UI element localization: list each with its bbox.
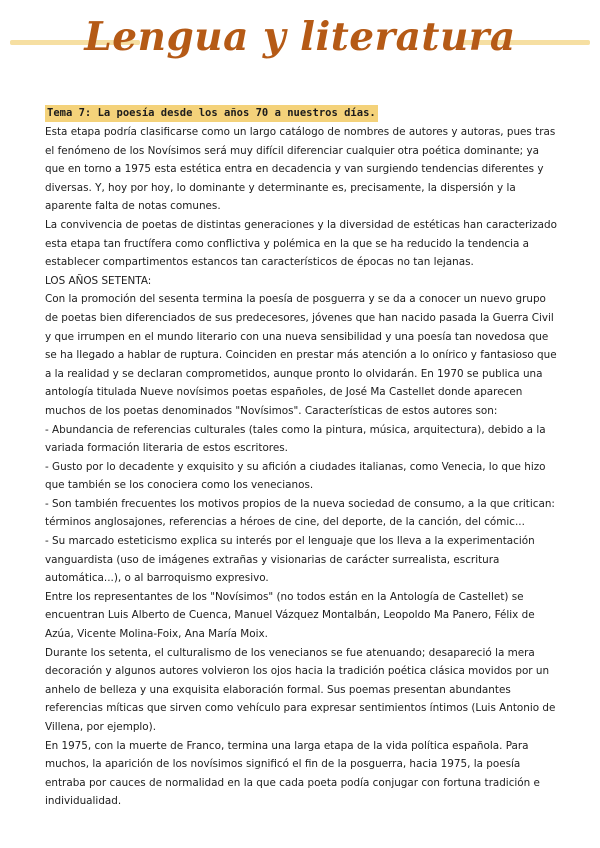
paragraph-intro: Esta etapa podría clasificarse como un largo catálogo de nombres de autores y autoras, pues tras el fenómeno de los Novísimos será muy difícil diferenciar cualquier otra poética dominante; ya que en torno a 1975 esta estética entra en decadencia y van surgiendo tendencias diferentes y diversas. Y, hoy por hoy, lo dominante y determinante es, precisamente, la dispersión y la aparente falta de notas comunes. xyxy=(45,126,556,213)
list-item-esteticismo: - Su marcado esteticismo explica su interés por el lenguaje que los lleva a la experimentación vanguardista (uso de imágenes extrañas y visionarias de carácter surrealista, escritura automática...), o al barroquismo expresivo. xyxy=(45,535,535,585)
topic-heading: Tema 7: La poesía desde los años 70 a nuestros días. xyxy=(45,105,378,122)
paragraph-culturalismo: Durante los setenta, el culturalismo de los venecianos se fue atenuando; desapareció la mera decoración y algunos autores volvieron los ojos hacia la tradición poética clásica movidos por un anhelo de belleza y una exquisita elaboración formal. Sus poemas presentan abundantes referencias míticas que sirven como vehículo para expresar sentimientos íntimos (Luis Antonio de Villena, por ejemplo). xyxy=(45,646,556,733)
page-title: Lengua y literatura xyxy=(84,14,516,60)
paragraph-1975: En 1975, con la muerte de Franco, termina una larga etapa de la vida política española. Para muchos, la aparición de los novísimos significó el fin de la posguerra, hacia 1975, la poesía entraba por cauces de normalidad en la que cada poeta podía conjugar con fortuna tradición e individualidad. xyxy=(45,739,540,808)
paragraph-promocion: Con la promoción del sesenta termina la poesía de posguerra y se da a conocer un nuevo grupo de poetas bien diferenciados de sus predecesores, jóvenes que han nacido pasada la Guerra Civil y que irrumpen en el mundo literario con una nueva sensibilidad y una poesía tan novedosa que se ha llegado a hablar de ruptura. Coinciden en prestar más atención a lo onírico y fantasioso que a la realidad y se declaran comprometidos, aunque pronto lo olvidarán. En 1970 se publica una antología titulada Nueve novísimos poetas españoles, de José Ma Castellet donde aparecen muchos de los poetas denominados "Novísimos". Características de estos autores son: xyxy=(45,293,557,417)
paragraph-convivencia: La convivencia de poetas de distintas generaciones y la diversidad de estéticas han caracterizado esta etapa tan fructífera como conflictiva y polémica en la que se ha reducido la tendencia a establecer compartimentos estancos tan característicos de épocas no tan lejanas. xyxy=(45,218,557,269)
page-header xyxy=(0,0,600,80)
section-heading-setenta: LOS AÑOS SETENTA: xyxy=(45,274,152,287)
list-item-referencias: - Abundancia de referencias culturales (tales como la pintura, música, arquitectura), debido a la variada formación literaria de estos escritores. xyxy=(45,423,546,455)
paragraph-representantes: Entre los representantes de los "Novísimos" (no todos están en la Antología de Castellet) se encuentran Luis Alberto de Cuenca, Manuel Vázquez Montalbán, Leopoldo Ma Panero, Félix de Azúa, Vicente Molina-Foix, Ana María Moix. xyxy=(45,590,535,641)
document-body xyxy=(45,101,560,811)
list-item-consumo: - Son también frecuentes los motivos propios de la nueva sociedad de consumo, a la que critican: términos anglosajones, referencias a héroes de cine, del deporte, de la canción, del cómic... xyxy=(45,497,555,529)
list-item-decadente: - Gusto por lo decadente y exquisito y su afición a ciudades italianas, como Venecia, lo que hizo que también se los conociera como los venecianos. xyxy=(45,460,546,492)
